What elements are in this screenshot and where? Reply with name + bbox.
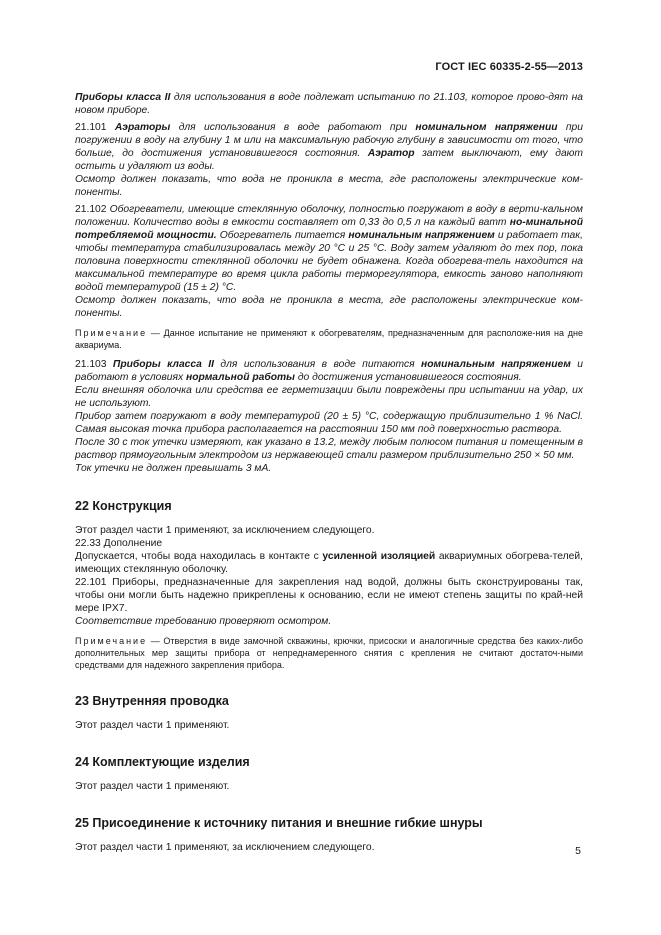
page-number: 5 <box>575 845 581 857</box>
inspection-requirement: Осмотр должен показать, что вода не проникла в места, где расположены электрические ком-поненты. <box>75 295 583 319</box>
term-rated-voltage: номинальным напряжением <box>421 359 571 370</box>
clause-text: при погружении в воду на глубину 1 м или на максимальную рабочую глубину в зависимости от того, что больше, до достижения установившегося состояния. <box>75 122 583 159</box>
section-23-intro: Этот раздел части 1 применяют. <box>75 720 230 731</box>
section-title-23: 23 Внутренняя проводка <box>75 694 229 708</box>
term-class-ii-appliances: Приборы класса II <box>75 92 171 103</box>
clause-22-33: 22.33 Дополнение <box>75 538 163 549</box>
clause-text: до достижения установившегося состояния. <box>294 372 522 383</box>
paragraph-immersion: Прибор затем погружают в воду температурой (20 ± 5) °С, содержащую приблизительно 1 % NaCl. Самая высокая точка прибора располагается на расстоянии 150 мм под поверхностью раствора. <box>75 411 583 435</box>
term-rated-voltage: номинальным напряжением <box>348 230 495 241</box>
note-label: Примечание <box>75 328 148 338</box>
document-code-header: ГОСТ IEC 60335-2-55—2013 <box>435 61 583 73</box>
paragraph-leakage-limit: Ток утечки не должен превышать 3 мА. <box>75 463 272 474</box>
section-title-24: 24 Комплектующие изделия <box>75 755 250 769</box>
note-aquarium-heaters <box>75 327 583 351</box>
paragraph-text: аквариумных обогрева-телей, имеющих стеклянную оболочку. <box>75 551 583 575</box>
clause-text: и работают в условиях <box>75 359 584 383</box>
paragraph-leakage-measurement: После 30 с ток утечки измеряют, как указано в 13.2, между любым полюсом питания и помещенным в раствор прямоугольным электродом из нержавеющей стали размером приблизительно 250 × 50 мм. <box>75 437 583 461</box>
clause-22-101: 22.101 Приборы, предназначенные для закрепления над водой, должны быть сконструированы так, чтобы они могли быть надежно прикреплены к основанию, если не имеют степень защиты по край-ней мере IPX7. <box>75 577 583 614</box>
note-text: Данное испытание не применяют к обогревателям, предназначенным для расположе-ния на дне аквариума. <box>75 328 583 350</box>
term-aerators: Аэраторы <box>114 122 171 133</box>
clause-text: и работает так, чтобы температура стабилизировалась между 20 °С и 25 °С. Воду затем удаляют до тех пор, пока половина поверхности стеклянной оболочки не будет обнажена. Когда обогрева-тель находится на максимальной температуре во время цикла работы терморегулятора, емкость заново наполняют водой температурой (15 ± 2) °С. <box>75 230 584 293</box>
inspection-requirement: Осмотр должен показать, что вода не проникла в места, где расположены электрические ком-поненты. <box>75 174 583 198</box>
clause-text: для использования в воде работают при <box>170 122 416 133</box>
note-label: Примечание <box>75 636 148 646</box>
clause-21-103 <box>75 358 583 384</box>
note-dash: — <box>147 636 164 646</box>
paragraph-class-ii-intro <box>75 91 583 117</box>
paragraph-text: для использования в воде подлежат испытанию по 21.103, которое прово-дят на новом приборе. <box>75 92 583 116</box>
clause-text: затем выключают, ему дают остыть и удаляют из воды. <box>75 148 583 172</box>
paragraph-enclosure-damage: Если внешняя оболочка или средства ее герметизации были повреждены при испытании на удар, их не используют. <box>75 385 583 409</box>
term-reinforced-insulation: усиленной изоляцией <box>322 551 436 562</box>
term-class-ii-appliances: Приборы класса II <box>112 359 214 370</box>
clause-text: Обогреватель питается <box>216 230 349 241</box>
section-22-intro: Этот раздел части 1 применяют, за исключением следующего. <box>75 525 375 536</box>
paragraph-reinforced-insulation <box>75 550 583 576</box>
term-rated-voltage: номинальном напряжении <box>415 122 558 133</box>
clause-text: Обогреватели, имеющие стеклянную оболочку, полностью погружают в воду в верти-кальном положении. Количество воды в емкости составляет от 0,33 до 0,5 л на каждый ватт <box>75 204 583 228</box>
clause-number: 21.103 <box>75 359 113 370</box>
note-fixing-means <box>75 635 583 671</box>
page-content <box>75 91 583 854</box>
term-aerator: Аэратор <box>367 148 415 159</box>
section-25-intro: Этот раздел части 1 применяют, за исключением следующего. <box>75 842 375 853</box>
paragraph-text: Допускается, чтобы вода находилась в контакте с <box>75 551 323 562</box>
clause-text: для использования в воде питаются <box>214 359 422 370</box>
compliance-check: Соответствие требованию проверяют осмотром. <box>75 616 332 627</box>
clause-number: 21.102 <box>75 204 110 215</box>
term-normal-operation: нормальной работы <box>186 372 295 383</box>
section-title-22: 22 Конструкция <box>75 499 172 513</box>
term-rated-power-input: но-минальной потребляемой мощности. <box>75 217 583 241</box>
note-dash: — <box>147 328 164 338</box>
clause-21-102 <box>75 203 583 294</box>
clause-number: 21.101 <box>75 122 115 133</box>
section-title-25: 25 Присоединение к источнику питания и внешние гибкие шнуры <box>75 816 483 830</box>
section-24-intro: Этот раздел части 1 применяют. <box>75 781 230 792</box>
note-text: Отверстия в виде замочной скважины, крючки, присоски и аналогичные средства без каких-либо дополнительных мер защиты прибора от непреднамеренного снятия с крепления не считают достаточ-ными средствами для надежного закрепления прибора. <box>75 636 583 670</box>
clause-21-101 <box>75 121 583 173</box>
